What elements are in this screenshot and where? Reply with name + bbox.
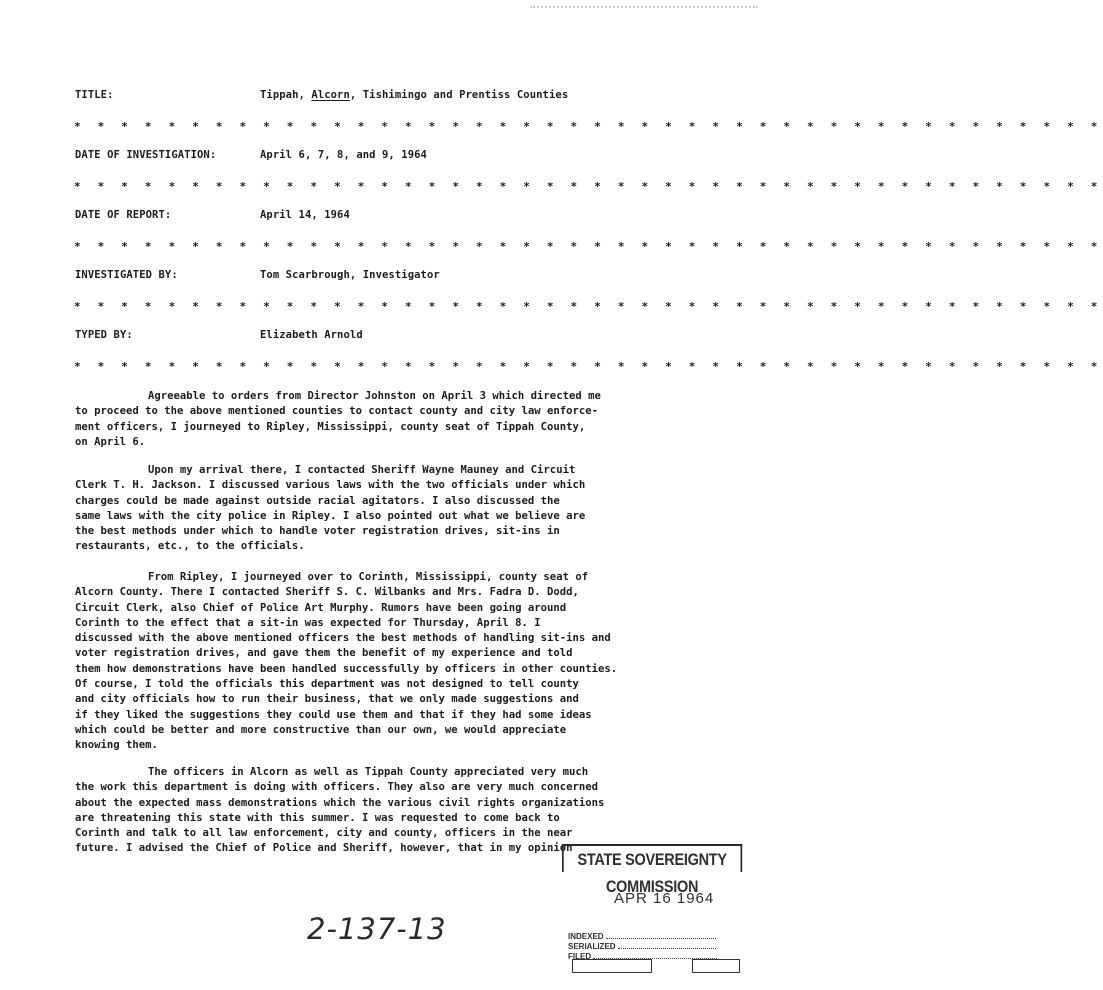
title-value-part-1: Tippah, — [260, 89, 305, 101]
typed-by-label: TYPED BY: — [75, 329, 133, 341]
stamp-indexed — [568, 932, 716, 941]
title-label: TITLE: — [75, 89, 114, 101]
handwritten-file-number: 2-137-13 — [307, 912, 447, 946]
separator-stars-3: * * * * * * * * * * * * * * * * * * * * * * * * * * * * * * * * * * * * * * * * * * * * — [74, 240, 1103, 253]
date-investigation-label: DATE OF INVESTIGATION: — [75, 149, 217, 161]
typed-by-row — [75, 329, 715, 345]
separator-stars-1: * * * * * * * * * * * * * * * * * * * * * * * * * * * * * * * * * * * * * * * * * * * * — [74, 120, 1103, 133]
perforation-edge — [530, 6, 758, 8]
stamp-date: APR 16 1964 — [614, 890, 715, 907]
date-report-label: DATE OF REPORT: — [75, 209, 172, 221]
separator-stars-2: * * * * * * * * * * * * * * * * * * * * * * * * * * * * * * * * * * * * * * * * * * * * — [74, 180, 1103, 193]
stamp-header: STATE SOVEREIGNTY COMMISSION — [562, 844, 742, 872]
separator-stars-4: * * * * * * * * * * * * * * * * * * * * * * * * * * * * * * * * * * * * * * * * * * * * — [74, 300, 1103, 313]
date-investigation-value: April 6, 7, 8, and 9, 1964 — [260, 149, 427, 161]
paragraph-4: The officers in Alcorn as well as Tippah County appreciated very much the work this department is doing with officers. They also are very much concerned about the expected mass demonstrations which the various civil rights organizations are threatening this state with this summer. I was requested to come back to Corinth and talk to all law enforcement, city and county, officers in the near future. I advised the Chief of Police and Sheriff, however, that in my opinion — [75, 766, 605, 855]
stamp-box-left — [572, 959, 652, 973]
title-value-part-3: , Tishimingo and Prentiss Counties — [349, 89, 569, 101]
paragraph-2: Upon my arrival there, I contacted Sheriff Wayne Mauney and Circuit Clerk T. H. Jackson. I discussed various laws with the two officials under which charges could be made against outside racial agitators. I also discussed the same laws with the city police in Ripley. I also pointed out what we believe are the best methods under which to handle voter registration drives, sit-ins in restaurants, etc., to the officials. — [75, 464, 586, 553]
typed-by-value: Elizabeth Arnold — [260, 329, 363, 341]
received-stamp — [562, 842, 742, 977]
stamp-serialized-label: SERIALIZED — [568, 942, 616, 951]
separator-stars-5: * * * * * * * * * * * * * * * * * * * * * * * * * * * * * * * * * * * * * * * * * * * * — [74, 360, 1103, 373]
investigated-by-row — [75, 269, 715, 285]
date-report-row — [75, 209, 715, 225]
stamp-filed-label: FILED — [568, 952, 592, 961]
stamp-box-right — [692, 959, 740, 973]
investigated-by-value: Tom Scarbrough, Investigator — [260, 269, 440, 281]
title-value — [260, 89, 568, 101]
stamp-serialized — [568, 942, 716, 951]
title-value-alcorn: Alcorn — [311, 89, 350, 101]
title-row — [75, 89, 715, 105]
paragraph-1: Agreeable to orders from Director Johnston on April 3 which directed me to proceed to the above mentioned counties to contact county and city law enforce- ment officers, I journeyed to Ripley, Mississippi, county seat of Tippah County, on April 6. — [75, 390, 601, 448]
stamp-indexed-label: INDEXED — [568, 932, 604, 941]
date-report-value: April 14, 1964 — [260, 209, 350, 221]
paragraph-3: From Ripley, I journeyed over to Corinth, Mississippi, county seat of Alcorn County. There I contacted Sheriff S. C. Wilbanks and Mrs. Fadra D. Dodd, Circuit Clerk, also Chief of Police Art Murphy. Rumors have been going around Corinth to the effect that a sit-in was expected for Thursday, April 8. I discussed with the above mentioned officers the best methods of handling sit-ins and voter registration drives, and gave them the benefit of my experience and told them how demonstrations have been handled successfully by officers in other counties. Of course, I told the officials this department was not designed to tell county and city officials how to run their business, that we only made suggestions and if they liked the suggestions they could use them and that if they had some ideas which could be better and more constructive than our own, we would appreciate knowing them. — [75, 571, 618, 752]
date-investigation-row — [75, 149, 715, 165]
investigated-by-label: INVESTIGATED BY: — [75, 269, 178, 281]
